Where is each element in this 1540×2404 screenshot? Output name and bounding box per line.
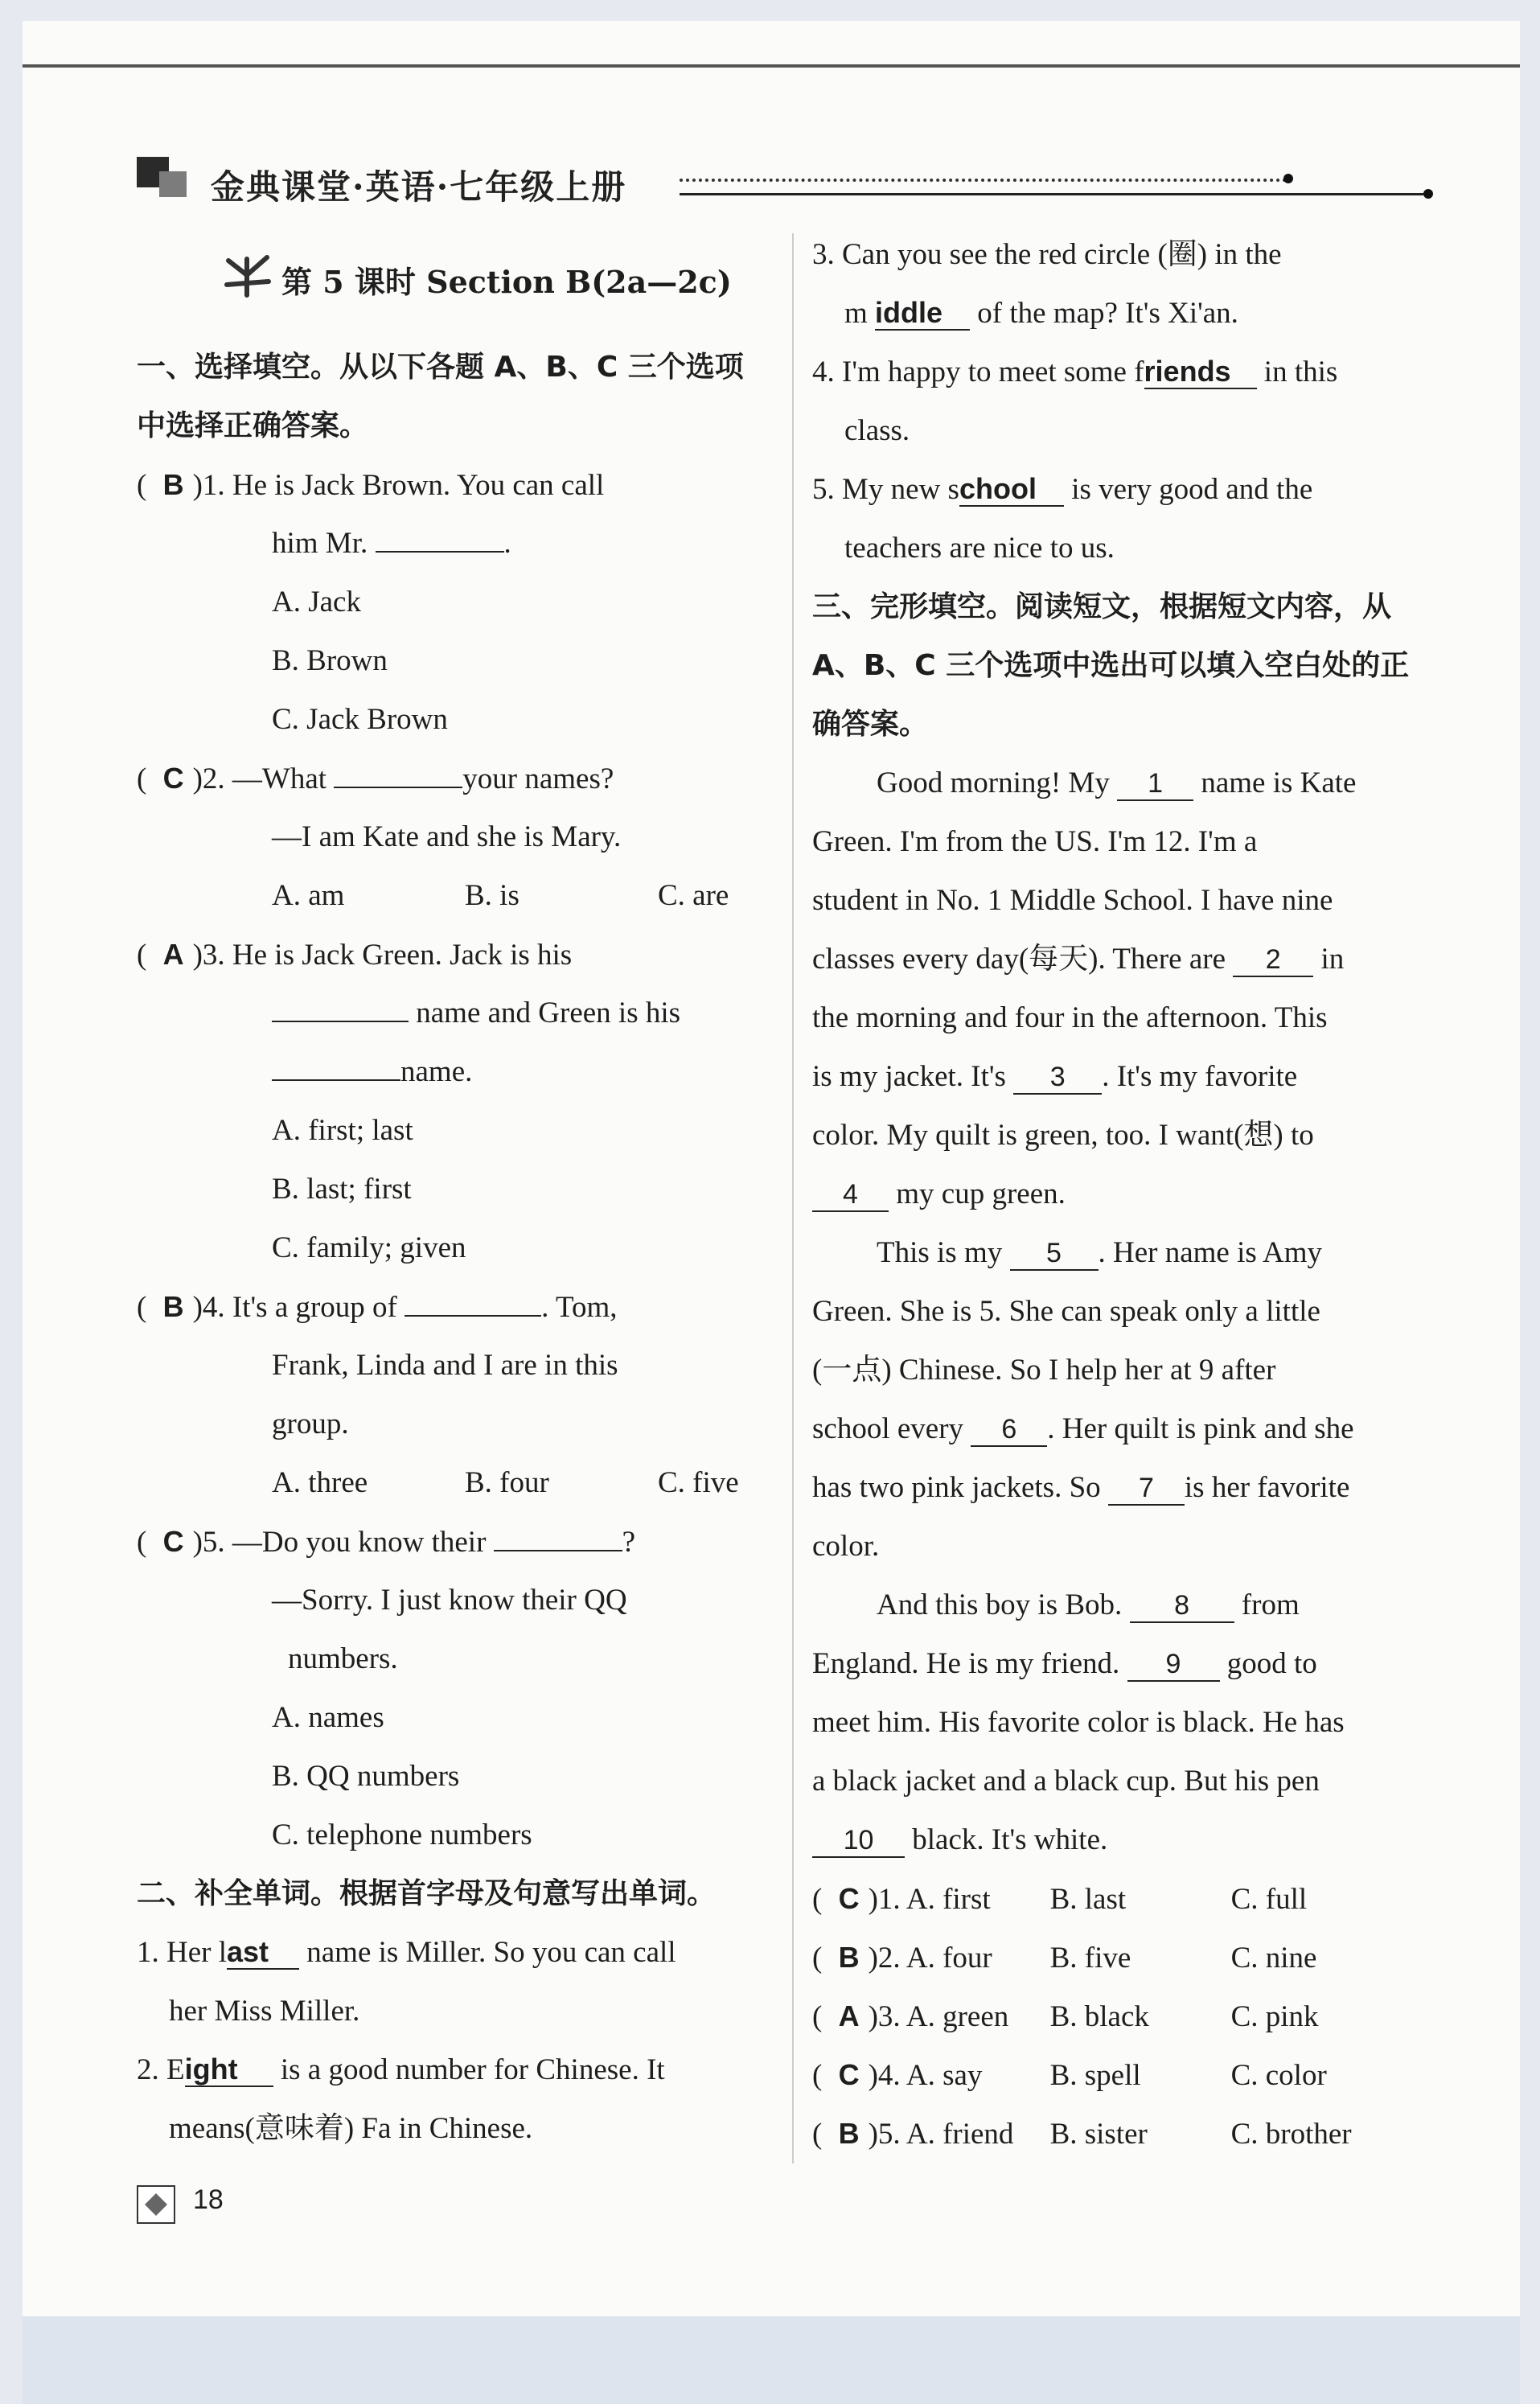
word-fill[interactable]: iddle	[875, 297, 970, 331]
question-text: group.	[272, 1407, 349, 1440]
option-a: A. first; last	[272, 1114, 413, 1147]
word-item-4: 4. I'm happy to meet some friends in this	[812, 355, 1338, 388]
answer: B	[838, 1941, 860, 1974]
option-a: A. am	[272, 879, 345, 912]
answer: B	[162, 468, 184, 501]
option-a: )2. A. four	[868, 1942, 992, 1975]
word-item-3: 3. Can you see the red circle (圈) in the	[812, 238, 1282, 271]
word-fill[interactable]: ast	[227, 1936, 299, 1970]
word-item-1: 1. Her last name is Miller. So you can call	[137, 1935, 676, 1969]
option-a: )4. A. say	[868, 2059, 983, 2092]
option-c: C. are	[658, 879, 729, 912]
question-4: ( B )4. It's a group of . Tom,	[137, 1277, 756, 1336]
passage-line: a black jacket and a black cup. But his pen	[812, 1765, 1320, 1798]
lesson-title: 第 5 课时 Section B(2a—2c)	[281, 264, 732, 300]
passage-line: color. My quilt is green, too. I want(想) to	[812, 1119, 1314, 1152]
answer: C	[162, 1525, 184, 1558]
option-a: )1. A. first	[868, 1883, 991, 1916]
cloze-blank-3[interactable]: 3	[1013, 1061, 1102, 1095]
part3-heading-cont: 确答案。	[812, 708, 929, 741]
passage-line: has two pink jackets. So 7 is her favorite	[812, 1471, 1350, 1504]
column-divider	[792, 233, 794, 2164]
passage-line: England. He is my friend. 9 good to	[812, 1647, 1317, 1680]
passage-line: Good morning! My 1 name is Kate	[877, 766, 1357, 799]
cloze-answer-row: ( B )5. A. friend B. sister C. brother	[812, 2104, 1431, 2163]
passage-line: color.	[812, 1530, 880, 1563]
word-item-2: 2. Eight is a good number for Chinese. It	[137, 2053, 665, 2086]
answer: C	[838, 2058, 860, 2091]
blank[interactable]	[494, 1550, 622, 1551]
option-b: B. spell	[1049, 2059, 1141, 2092]
word-item-text: means(意味着) Fa in Chinese.	[169, 2112, 533, 2145]
part3-heading: 三、完形填空。阅读短文，根据短文内容，从	[812, 590, 1392, 623]
blank[interactable]	[376, 551, 504, 553]
option-c: C. color	[1230, 2059, 1327, 2092]
option-c: C. pink	[1230, 2000, 1319, 2033]
option-b: B. sister	[1049, 2118, 1148, 2151]
top-rule	[23, 64, 1520, 68]
part2-heading: 二、补全单词。根据首字母及句意写出单词。	[137, 1877, 717, 1910]
option-c: C. full	[1230, 1883, 1308, 1916]
option-c: C. brother	[1230, 2118, 1352, 2151]
passage-line: school every 6 . Her quilt is pink and she	[812, 1412, 1354, 1445]
header-dot	[1423, 189, 1433, 199]
part1-heading: 一、选择填空。从以下各题 A、B、C 三个选项	[137, 351, 744, 384]
question-text: numbers.	[288, 1642, 398, 1675]
blank[interactable]	[334, 787, 462, 788]
part3-heading-cont: A、B、C 三个选项中选出可以填入空白处的正	[812, 649, 1410, 682]
cloze-blank-1[interactable]: 1	[1117, 767, 1193, 801]
passage-line: is my jacket. It's 3 . It's my favorite	[812, 1060, 1298, 1093]
option-b: B. QQ numbers	[272, 1760, 460, 1793]
question-text: —Sorry. I just know their QQ	[272, 1584, 627, 1617]
part1-heading-cont: 中选择正确答案。	[137, 409, 369, 442]
option-b: B. is	[465, 879, 519, 912]
option-b: B. four	[465, 1466, 549, 1499]
header-dot	[1283, 174, 1293, 183]
cloze-answer-row: ( C )4. A. say B. spell C. color	[812, 2045, 1431, 2104]
blank[interactable]	[272, 1021, 409, 1022]
word-item-5: 5. My new school is very good and the	[812, 472, 1313, 506]
option-c: C. nine	[1230, 1942, 1317, 1975]
option-b: B. last; first	[272, 1173, 412, 1206]
cloze-blank-5[interactable]: 5	[1010, 1237, 1099, 1271]
page-number-diamond-icon	[137, 2185, 175, 2224]
word-item-text: m iddle of the map? It's Xi'an.	[844, 296, 1238, 330]
option-b: B. five	[1049, 1942, 1131, 1975]
cloze-answer-row: ( C )1. A. first B. last C. full	[812, 1869, 1431, 1928]
right-column	[812, 225, 1431, 2163]
option-c: C. family; given	[272, 1231, 466, 1264]
cloze-blank-4[interactable]: 4	[812, 1178, 889, 1212]
page-number: 18	[193, 2184, 224, 2215]
passage-line: 4 my cup green.	[812, 1165, 1431, 1223]
cloze-answer-row: ( B )2. A. four B. five C. nine	[812, 1928, 1431, 1987]
bottom-band	[23, 2316, 1520, 2404]
option-b: B. Brown	[272, 644, 388, 677]
cloze-blank-7[interactable]: 7	[1108, 1472, 1185, 1506]
answer: C	[162, 762, 184, 795]
cloze-blank-2[interactable]: 2	[1233, 943, 1313, 977]
header-dotted-line	[680, 179, 1287, 182]
answer: A	[838, 1999, 860, 2032]
option-c: C. telephone numbers	[272, 1818, 532, 1851]
question-text: him Mr. .	[272, 527, 511, 560]
cloze-blank-8[interactable]: 8	[1130, 1589, 1234, 1623]
passage-line: This is my 5 . Her name is Amy	[877, 1236, 1322, 1269]
leaf-icon	[219, 251, 275, 299]
option-c: C. Jack Brown	[272, 703, 448, 736]
header-rule	[680, 193, 1423, 195]
question-text: Frank, Linda and I are in this	[272, 1349, 618, 1382]
option-b: B. black	[1049, 2000, 1149, 2033]
question-2: ( C )2. —What your names?	[137, 749, 756, 807]
passage-line: the morning and four in the afternoon. This	[812, 1001, 1328, 1034]
blank[interactable]	[405, 1315, 541, 1317]
question-text: name and Green is his	[137, 984, 756, 1042]
question-text: )1. He is Jack Brown. You can call	[192, 469, 605, 502]
passage-line: student in No. 1 Middle School. I have nine	[812, 884, 1333, 917]
answer: A	[162, 938, 184, 971]
cloze-answer-row: ( A )3. A. green B. black C. pink	[812, 1987, 1431, 2045]
blank[interactable]	[272, 1079, 400, 1081]
question-text: —I am Kate and she is Mary.	[272, 820, 622, 853]
option-b: B. last	[1049, 1883, 1127, 1916]
answer: C	[838, 1882, 860, 1915]
question-5: ( C )5. —Do you know their ?	[137, 1512, 756, 1571]
word-item-text: teachers are nice to us.	[844, 532, 1115, 565]
option-a: )5. A. friend	[868, 2118, 1014, 2151]
passage-line: 10 black. It's white.	[812, 1810, 1431, 1869]
passage-line: meet him. His favorite color is black. He has	[812, 1706, 1345, 1739]
option-a: A. three	[272, 1466, 368, 1499]
option-a: A. names	[272, 1701, 384, 1734]
passage-line: Green. She is 5. She can speak only a little	[812, 1295, 1320, 1328]
word-fill[interactable]: chool	[959, 473, 1064, 507]
word-fill[interactable]: ight	[185, 2053, 273, 2087]
answer: B	[838, 2117, 860, 2150]
header-logo-accent-icon	[159, 171, 187, 197]
passage-line: And this boy is Bob. 8 from	[877, 1588, 1300, 1621]
word-item-text: class.	[844, 414, 910, 447]
cloze-blank-9[interactable]: 9	[1127, 1648, 1220, 1682]
passage-line: Green. I'm from the US. I'm 12. I'm a	[812, 825, 1258, 858]
option-a: A. Jack	[272, 586, 361, 618]
cloze-blank-6[interactable]: 6	[971, 1413, 1047, 1447]
cloze-blank-10[interactable]: 10	[812, 1824, 905, 1858]
question-1: ( B )1. He is Jack Brown. You can call	[137, 455, 756, 514]
answer: B	[162, 1290, 184, 1323]
question-text: name.	[137, 1042, 756, 1101]
option-c: C. five	[658, 1466, 739, 1499]
word-item-text: her Miss Miller.	[169, 1995, 360, 2028]
word-fill[interactable]: riends	[1144, 355, 1257, 389]
header-title: 金典课堂·英语·七年级上册	[211, 167, 627, 207]
options-row	[137, 1453, 756, 1512]
passage-line: (一点) Chinese. So I help her at 9 after	[812, 1354, 1276, 1387]
options-row	[137, 866, 756, 925]
passage-line: classes every day(每天). There are 2 in	[812, 943, 1345, 976]
question-3: ( A )3. He is Jack Green. Jack is his	[137, 925, 756, 984]
option-a: )3. A. green	[868, 2000, 1009, 2033]
left-column	[137, 338, 756, 2158]
